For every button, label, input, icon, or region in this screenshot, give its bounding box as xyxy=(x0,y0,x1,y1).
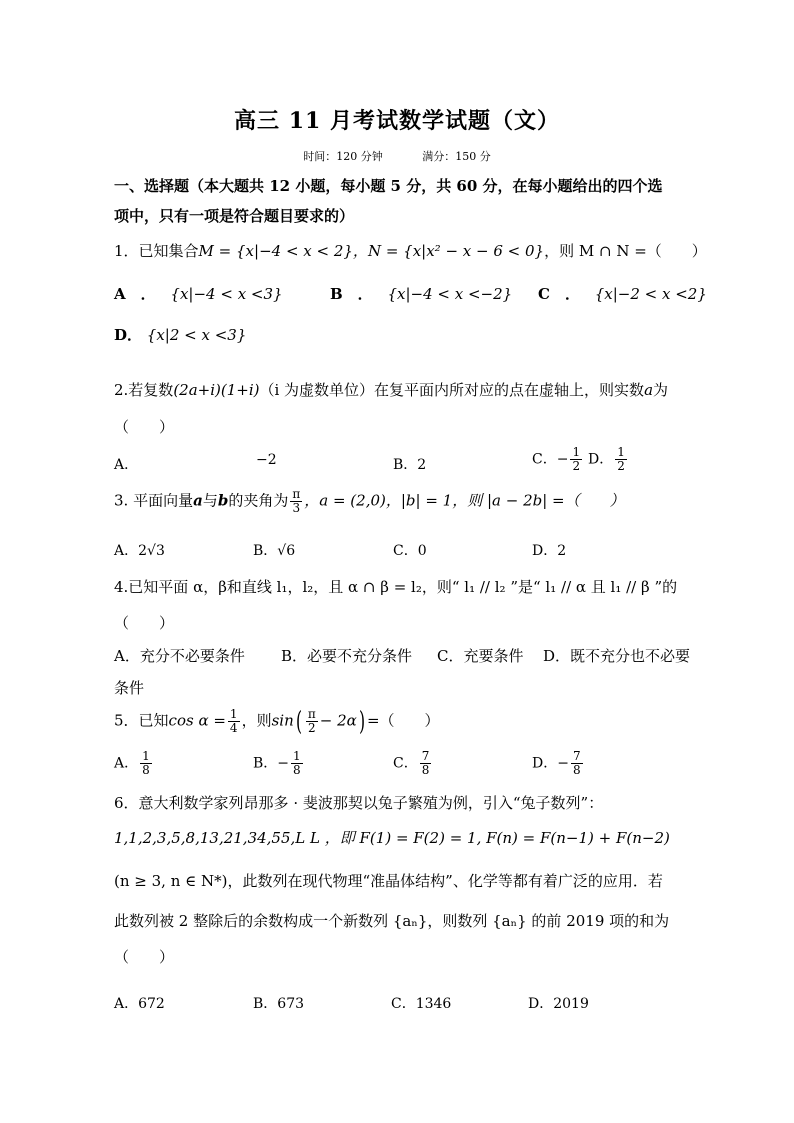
question-6-stem-line4: 此数列被 2 整除后的余数构成一个新数列 {aₙ}，则数列 {aₙ} 的前 2019 项的和为 xyxy=(114,912,670,930)
question-2-option-a: A． xyxy=(114,457,139,473)
question-2-option-a-value: −2 xyxy=(256,452,277,468)
question-4-answer-paren: （ ） xyxy=(114,614,175,632)
question-4-option-b: B．必要不充分条件 xyxy=(281,647,413,665)
fraction: $\frac{7}{8}$ xyxy=(572,749,581,777)
fraction: $\frac{7}{8}$ xyxy=(421,749,430,777)
question-1-option-d: D． {x|2 < x <3} xyxy=(114,326,247,344)
question-6-option-a: A．672 xyxy=(114,996,165,1012)
question-6-stem-line2: 1,1,2,3,5,8,13,21,34,55,L L ，即 F(1) = F(2) = 1, F(n) = F(n−1) + F(n−2) xyxy=(114,829,670,847)
section-heading: 一、选择题（本大题共 12 小题，每小题 5 分，共 60 分，在每小题给出的四个选 xyxy=(114,177,663,195)
fraction: $\frac{1}{2}$ xyxy=(617,445,625,473)
question-6-stem-line3: (n ≥ 3, n ∈ N*)，此数列在现代物理“准晶体结构”、化学等都有着广泛的应用．若 xyxy=(114,872,663,890)
question-2-option-b: B．2 xyxy=(393,457,427,473)
left-paren-icon: ( xyxy=(295,706,302,737)
question-4-option-a: A．充分不必要条件 xyxy=(114,647,245,665)
question-3-option-d: D．2 xyxy=(532,543,567,559)
question-4-option-d-cont: 条件 xyxy=(114,679,145,697)
question-5-option-c: C． $\frac{7}{8}$ xyxy=(393,749,430,777)
full-score: 满分：150 分 xyxy=(422,150,491,163)
question-3-stem: 3. 平面向量a与b的夹角为 $\frac{\pi}{3}$ ，a = (2,0)，|b| = 1，则 |a − 2b| =（ ） xyxy=(114,487,625,515)
fraction: $\frac{1}{8}$ xyxy=(142,749,150,777)
page-title: 高三 11 月考试数学试题（文） xyxy=(234,108,560,134)
question-5-option-d: D．− $\frac{7}{8}$ xyxy=(532,749,581,777)
question-5-option-a: A． $\frac{1}{8}$ xyxy=(114,749,150,777)
question-4-option-d: D．既不充分也不必要 xyxy=(543,647,691,665)
right-paren-icon: ) xyxy=(358,706,365,737)
fraction: $\frac{\pi}{3}$ xyxy=(292,487,301,515)
question-6-option-d: D．2019 xyxy=(528,996,589,1012)
question-2-option-c: C．− $\frac{1}{2}$ xyxy=(532,445,581,473)
time-limit: 时间：120 分钟 xyxy=(303,150,383,163)
question-6-answer-paren: （ ） xyxy=(114,948,175,966)
question-3-option-a: A．2√3 xyxy=(114,543,165,559)
question-5-option-b: B．− $\frac{1}{8}$ xyxy=(253,749,301,777)
question-6-stem: 6．意大利数学家列昂那多 · 斐波那契以兔子繁殖为例，引入“兔子数列”： xyxy=(114,794,604,812)
question-1-option-b: B ． {x|−4 < x <−2} xyxy=(330,285,513,303)
fraction: $\frac{\pi}{2}$ xyxy=(307,707,316,735)
question-6-option-c: C．1346 xyxy=(391,996,452,1012)
question-5-stem: 5．已知cos α = $\frac{1}{4}$ ，则sin( $\frac{\pi}{2}$ − 2α) =（ ） xyxy=(114,706,440,737)
fraction: $\frac{1}{4}$ xyxy=(229,707,238,735)
question-1-stem: 1．已知集合M = {x|−4 < x < 2}，N = {x|x² − x − 6 < 0}，则 M ∩ N =（ ） xyxy=(114,242,707,260)
question-4-option-c: C．充要条件 xyxy=(437,647,524,665)
section-heading-cont: 项中，只有一项是符合题目要求的） xyxy=(114,207,355,225)
question-3-option-b: B．√6 xyxy=(253,543,296,559)
question-3-option-c: C．0 xyxy=(393,543,427,559)
question-2-answer-paren: （ ） xyxy=(114,418,175,436)
question-2-stem: 2.若复数(2a+i)(1+i)（i 为虚数单位）在复平面内所对应的点在虚轴上，则实数a为 xyxy=(114,381,669,399)
question-1-option-a: A ． {x|−4 < x <3} xyxy=(114,285,283,303)
question-4-stem: 4.已知平面 α，β和直线 l₁，l₂，且 α ∩ β = l₂，则“ l₁ // l₂ ”是“ l₁ // α 且 l₁ // β ”的 xyxy=(114,578,678,596)
fraction: $\frac{1}{8}$ xyxy=(293,749,301,777)
exam-info xyxy=(0,148,794,164)
question-2-option-d: D． $\frac{1}{2}$ xyxy=(588,445,625,473)
question-6-option-b: B．673 xyxy=(253,996,305,1012)
question-1-option-c: C ． {x|−2 < x <2} xyxy=(538,285,707,303)
fraction: $\frac{1}{2}$ xyxy=(572,445,581,473)
